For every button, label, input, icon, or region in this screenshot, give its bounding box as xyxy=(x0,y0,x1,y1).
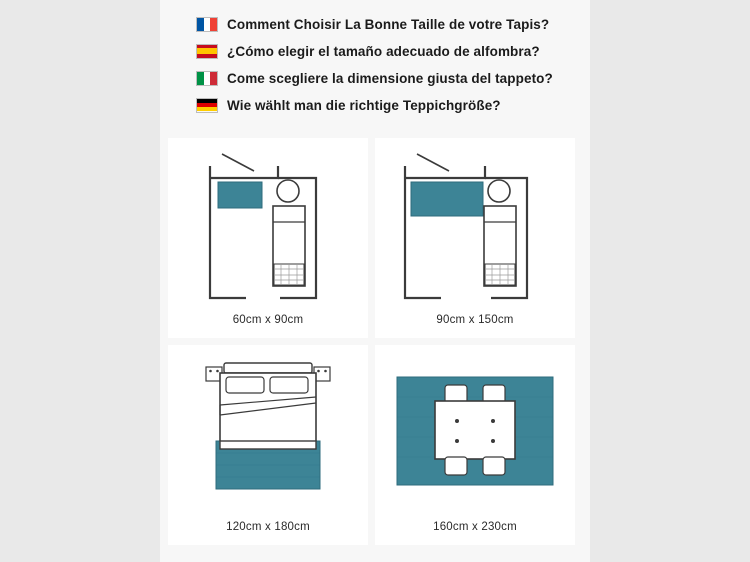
heading-row-italian xyxy=(196,68,736,88)
heading-text-italian: Come scegliere la dimensione giusta del tappeto? xyxy=(227,70,553,86)
card-90x150 xyxy=(375,138,575,338)
flag-spain-icon xyxy=(196,44,218,59)
heading-row-spanish xyxy=(196,41,736,61)
heading-text-german: Wie wählt man die richtige Teppichgröße? xyxy=(227,97,501,113)
illustration-double-bed-rug-at-foot xyxy=(168,345,368,515)
card-caption: 120cm x 180cm xyxy=(226,521,310,533)
flag-germany-icon xyxy=(196,98,218,113)
heading-row-french xyxy=(196,14,736,34)
heading-text-spanish: ¿Cómo elegir el tamaño adecuado de alfombra? xyxy=(227,43,540,59)
heading-row-german xyxy=(196,95,736,115)
heading-text-french: Comment Choisir La Bonne Taille de votre Tapis? xyxy=(227,16,550,32)
card-caption: 160cm x 230cm xyxy=(433,521,517,533)
card-caption: 60cm x 90cm xyxy=(232,314,304,326)
headings-block xyxy=(196,14,736,122)
illustration-single-bed-small-rug xyxy=(168,138,368,308)
flag-france-icon xyxy=(196,17,218,32)
grid-row-bottom xyxy=(168,345,583,552)
grid-row-top xyxy=(168,138,583,345)
size-cards-grid xyxy=(168,138,583,552)
flag-italy-icon xyxy=(196,71,218,86)
card-60x90 xyxy=(168,138,368,338)
illustration-single-bed-medium-rug xyxy=(375,138,575,308)
illustration-dining-table-large-rug xyxy=(375,345,575,515)
card-160x230 xyxy=(375,345,575,545)
card-caption: 90cm x 150cm xyxy=(436,314,514,326)
card-120x180 xyxy=(168,345,368,545)
